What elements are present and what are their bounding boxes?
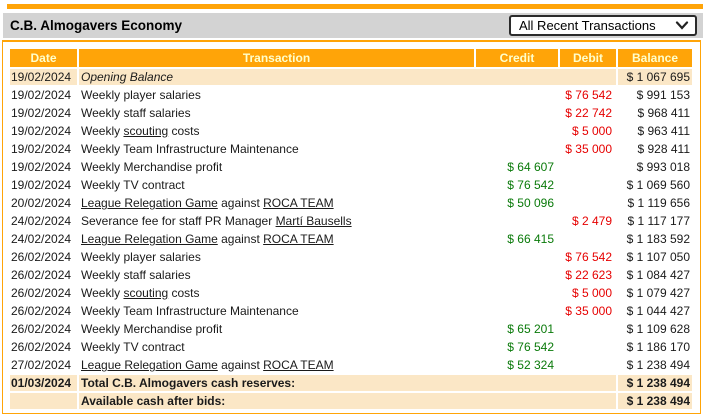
table-row: [10, 213, 692, 229]
transaction-link[interactable]: League Relegation Game: [81, 358, 218, 372]
date-cell: 26/02/2024: [11, 250, 72, 264]
table-row: [10, 123, 692, 139]
transaction-cell: Weekly scouting costs: [81, 286, 200, 300]
credit-cell: [476, 105, 558, 121]
credit-cell: $ 50 096: [507, 196, 554, 210]
credit-cell: [476, 123, 558, 139]
table-row: [10, 69, 692, 85]
credit-cell: [476, 285, 558, 301]
economy-panel: [2, 40, 701, 414]
transaction-cell: Weekly TV contract: [81, 178, 185, 192]
table-row: [10, 105, 692, 121]
credit-cell: [476, 141, 558, 157]
balance-cell: $ 1 109 628: [626, 322, 690, 336]
credit-cell: [476, 213, 558, 229]
table-row: [10, 87, 692, 103]
date-cell: 26/02/2024: [11, 340, 72, 354]
date-cell: 01/03/2024: [10, 375, 77, 391]
table-row: [10, 303, 692, 319]
balance-cell: $ 928 411: [637, 142, 690, 156]
transaction-cell: Weekly scouting costs: [81, 124, 200, 138]
date-cell: 24/02/2024: [11, 214, 72, 228]
debit-cell: $ 35 000: [565, 142, 612, 156]
transaction-cell: Weekly Merchandise profit: [81, 160, 223, 174]
credit-cell: [476, 267, 558, 283]
balance-cell: $ 1 238 494: [618, 393, 692, 409]
date-cell: 19/02/2024: [11, 88, 72, 102]
debit-cell: $ 76 542: [565, 88, 612, 102]
transaction-cell: Weekly Team Infrastructure Maintenance: [81, 304, 299, 318]
table-row: [10, 231, 692, 247]
balance-cell: $ 1 117 177: [627, 214, 690, 228]
balance-cell: $ 1 079 427: [626, 286, 690, 300]
balance-cell: $ 1 238 494: [626, 358, 690, 372]
column-header-balance: Balance: [618, 49, 692, 67]
transaction-cell: Weekly staff salaries: [81, 268, 191, 282]
credit-cell: $ 66 415: [507, 232, 554, 246]
debit-cell: $ 5 000: [571, 124, 612, 138]
debit-cell: $ 5 000: [571, 286, 612, 300]
table-row: [10, 249, 692, 265]
transaction-cell: Weekly TV contract: [81, 340, 185, 354]
table-row: [10, 267, 692, 283]
transaction-cell: League Relegation Game against ROCA TEAM: [81, 232, 334, 246]
date-cell: 27/02/2024: [11, 358, 72, 372]
transaction-link[interactable]: scouting: [123, 286, 169, 300]
table-row: [10, 159, 692, 175]
date-cell: 19/02/2024: [11, 106, 72, 120]
balance-cell: $ 1 044 427: [626, 304, 690, 318]
credit-cell: [476, 87, 558, 103]
transactions-table: [8, 47, 694, 411]
transaction-link[interactable]: ROCA TEAM: [263, 232, 334, 246]
transaction-cell: Severance fee for staff PR Manager Martí Bausells: [81, 214, 352, 228]
credit-cell: $ 65 201: [507, 322, 554, 336]
table-row: [10, 375, 692, 391]
balance-cell: $ 1 119 656: [627, 196, 690, 210]
credit-cell: $ 52 324: [507, 358, 554, 372]
table-row: [10, 339, 692, 355]
credit-cell: [476, 303, 558, 319]
debit-cell: $ 76 542: [565, 250, 612, 264]
transaction-cell: Weekly player salaries: [81, 250, 201, 264]
transaction-link[interactable]: Martí Bausells: [275, 214, 352, 228]
date-cell: 24/02/2024: [11, 232, 72, 246]
date-cell: 26/02/2024: [11, 322, 72, 336]
transaction-filter-select[interactable]: [509, 15, 697, 36]
balance-cell: $ 1 238 494: [618, 375, 692, 391]
transaction-cell: Opening Balance: [79, 69, 616, 85]
top-divider: [7, 4, 703, 9]
balance-cell: $ 1 069 560: [626, 178, 690, 192]
debit-cell: [560, 159, 616, 175]
transaction-cell: Total C.B. Almogavers cash reserves:: [79, 375, 616, 391]
table-row: [10, 357, 692, 373]
transaction-link[interactable]: scouting: [123, 124, 169, 138]
table-row: [10, 285, 692, 301]
credit-cell: [476, 249, 558, 265]
table-row: [10, 195, 692, 211]
column-header-credit: Credit: [476, 49, 558, 67]
table-row: [10, 393, 692, 409]
balance-cell: $ 963 411: [637, 124, 690, 138]
transaction-link[interactable]: League Relegation Game: [81, 196, 218, 210]
transaction-cell: League Relegation Game against ROCA TEAM: [81, 358, 334, 372]
date-cell: 19/02/2024: [11, 160, 72, 174]
debit-cell: [560, 357, 616, 373]
debit-cell: $ 22 742: [565, 106, 612, 120]
date-cell: 19/02/2024: [10, 69, 77, 85]
transactions-tbody: [10, 69, 692, 409]
date-cell: 26/02/2024: [11, 286, 72, 300]
balance-cell: $ 1 186 170: [626, 340, 690, 354]
date-cell: 19/02/2024: [11, 178, 72, 192]
balance-cell: $ 1 107 050: [626, 250, 690, 264]
date-cell: 19/02/2024: [11, 124, 72, 138]
debit-cell: [560, 321, 616, 337]
credit-cell: $ 64 607: [507, 160, 554, 174]
balance-cell: $ 1 084 427: [626, 268, 690, 282]
table-row: [10, 177, 692, 193]
page-title: C.B. Almogavers Economy: [10, 18, 183, 33]
date-cell: 20/02/2024: [11, 196, 72, 210]
column-header-date: Date: [10, 49, 77, 67]
date-cell: 26/02/2024: [11, 304, 72, 318]
transaction-link[interactable]: League Relegation Game: [81, 232, 218, 246]
chevron-down-icon: [675, 21, 689, 30]
transaction-link[interactable]: ROCA TEAM: [263, 196, 334, 210]
balance-cell: $ 1 183 592: [626, 232, 690, 246]
debit-cell: $ 2 479: [571, 214, 612, 228]
table-header-row: [10, 49, 692, 67]
transaction-cell: Weekly player salaries: [81, 88, 201, 102]
transaction-cell: Weekly staff salaries: [81, 106, 191, 120]
debit-cell: [560, 177, 616, 193]
debit-cell: [560, 339, 616, 355]
debit-cell: [560, 231, 616, 247]
balance-cell: $ 991 153: [636, 88, 690, 102]
table-row: [10, 141, 692, 157]
debit-cell: $ 22 623: [565, 268, 612, 282]
date-cell: 19/02/2024: [11, 142, 72, 156]
debit-cell: [560, 195, 616, 211]
table-row: [10, 321, 692, 337]
selected-option-label: All Recent Transactions: [519, 18, 656, 33]
credit-cell: $ 76 542: [507, 340, 554, 354]
credit-cell: $ 76 542: [507, 178, 554, 192]
transaction-cell: Weekly Merchandise profit: [81, 322, 223, 336]
balance-cell: $ 993 018: [636, 160, 690, 174]
title-bar: [3, 13, 703, 38]
debit-cell: $ 35 000: [565, 304, 612, 318]
transaction-cell: Available cash after bids:: [79, 393, 616, 409]
transaction-cell: League Relegation Game against ROCA TEAM: [81, 196, 334, 210]
transaction-cell: Weekly Team Infrastructure Maintenance: [81, 142, 299, 156]
balance-cell: $ 968 411: [637, 106, 690, 120]
column-header-transaction: Transaction: [79, 49, 474, 67]
date-cell: 26/02/2024: [11, 268, 72, 282]
date-cell: [10, 393, 77, 409]
transaction-link[interactable]: ROCA TEAM: [263, 358, 334, 372]
column-header-debit: Debit: [560, 49, 616, 67]
balance-cell: $ 1 067 695: [618, 69, 692, 85]
